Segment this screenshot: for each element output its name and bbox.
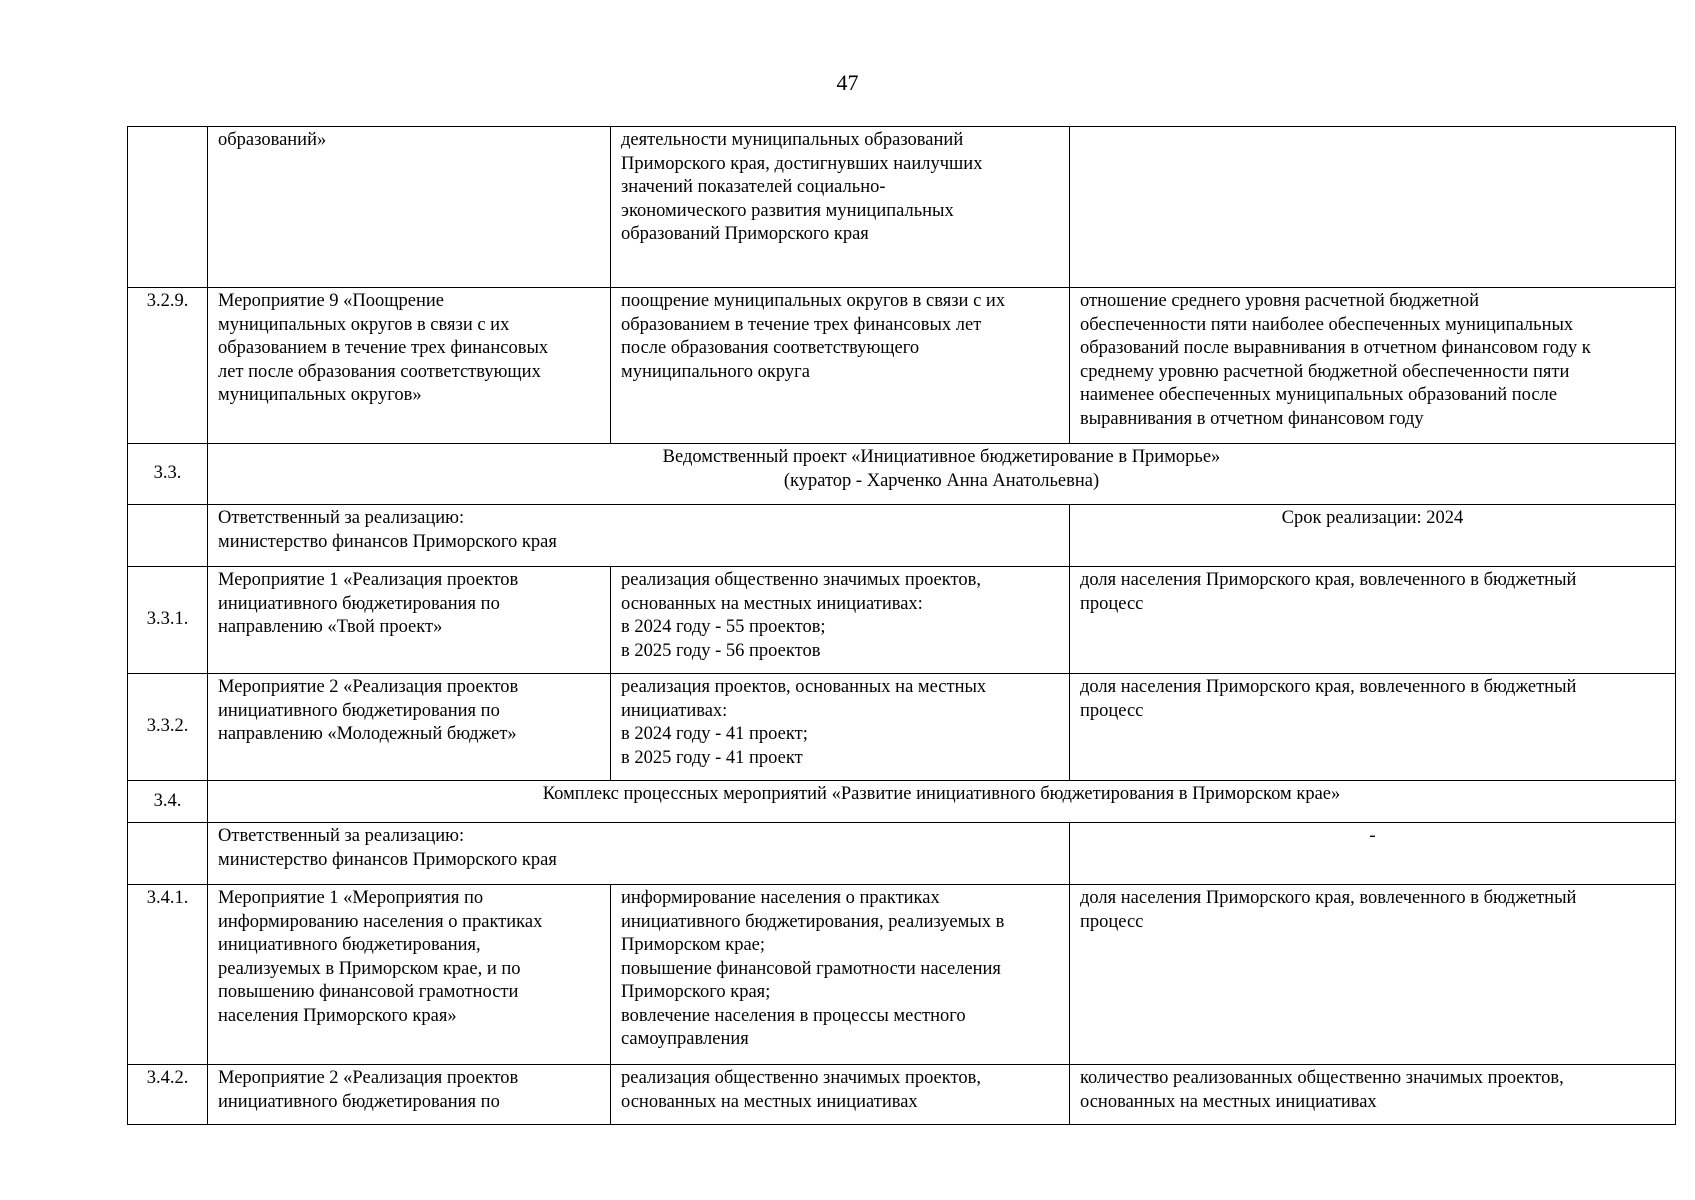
event-cell: образований» bbox=[208, 127, 611, 288]
responsible-cell: Ответственный за реализацию: министерство финансов Приморского края bbox=[208, 505, 1070, 567]
result-cell: реализация проектов, основанных на местных инициативах: в 2024 году - 41 проект; в 2025 году - 41 проект bbox=[611, 674, 1070, 781]
indicator-cell: доля населения Приморского края, вовлеченного в бюджетный процесс bbox=[1070, 567, 1676, 674]
row-number: 3.4.2. bbox=[128, 1065, 208, 1125]
responsible-row bbox=[128, 823, 1676, 885]
term-cell: - bbox=[1070, 823, 1676, 885]
row-number: 3.4.1. bbox=[128, 885, 208, 1065]
table-row bbox=[128, 1065, 1676, 1125]
event-cell: Мероприятие 1 «Мероприятия по информированию населения о практиках инициативного бюджетирования, реализуемых в Приморском крае, и по повышению финансовой грамотности населения Приморского края» bbox=[208, 885, 611, 1065]
page-number: 47 bbox=[836, 70, 859, 95]
responsible-cell: Ответственный за реализацию: министерство финансов Приморского края bbox=[208, 823, 1070, 885]
table-row bbox=[128, 288, 1676, 444]
row-number: 3.3.1. bbox=[128, 567, 208, 674]
indicator-cell bbox=[1070, 127, 1676, 288]
event-cell: Мероприятие 2 «Реализация проектов инициативного бюджетирования по направлению «Молодежный бюджет» bbox=[208, 674, 611, 781]
indicator-cell: количество реализованных общественно значимых проектов, основанных на местных инициативах bbox=[1070, 1065, 1676, 1125]
indicator-cell: доля населения Приморского края, вовлеченного в бюджетный процесс bbox=[1070, 674, 1676, 781]
section-heading-row bbox=[128, 781, 1676, 823]
row-number: 3.2.9. bbox=[128, 288, 208, 444]
term-cell: Срок реализации: 2024 bbox=[1070, 505, 1676, 567]
section-heading: Ведомственный проект «Инициативное бюджетирование в Приморье» (куратор - Харченко Анна Анатольевна) bbox=[208, 444, 1676, 505]
section-heading-row bbox=[128, 444, 1676, 505]
table-row bbox=[128, 567, 1676, 674]
table-row bbox=[128, 674, 1676, 781]
row-number bbox=[128, 127, 208, 288]
event-cell: Мероприятие 9 «Поощрение муниципальных округов в связи с их образованием в течение трех финансовых лет после образования соответствующих муниципальных округов» bbox=[208, 288, 611, 444]
table-row bbox=[128, 127, 1676, 288]
result-cell: реализация общественно значимых проектов, основанных на местных инициативах bbox=[611, 1065, 1070, 1125]
result-cell: информирование населения о практиках инициативного бюджетирования, реализуемых в Приморском крае; повышение финансовой грамотности населения Приморского края; вовлечение населения в процессы местного самоуправления bbox=[611, 885, 1070, 1065]
indicator-cell: отношение среднего уровня расчетной бюджетной обеспеченности пяти наиболее обеспеченных муниципальных образований после выравнивания в отчетном финансовом году к среднему уровню расчетной бюджетной обеспеченности пяти наименее обеспеченных муниципальных образований после выравнивания в отчетном финансовом году bbox=[1070, 288, 1676, 444]
empty-cell bbox=[128, 823, 208, 885]
row-number: 3.3. bbox=[128, 444, 208, 505]
section-heading: Комплекс процессных мероприятий «Развитие инициативного бюджетирования в Приморском крае» bbox=[208, 781, 1676, 823]
empty-cell bbox=[128, 505, 208, 567]
event-cell: Мероприятие 2 «Реализация проектов инициативного бюджетирования по bbox=[208, 1065, 611, 1125]
row-number: 3.4. bbox=[128, 781, 208, 823]
event-cell: Мероприятие 1 «Реализация проектов инициативного бюджетирования по направлению «Твой проект» bbox=[208, 567, 611, 674]
row-number: 3.3.2. bbox=[128, 674, 208, 781]
result-cell: поощрение муниципальных округов в связи с их образованием в течение трех финансовых лет после образования соответствующего муниципального округа bbox=[611, 288, 1070, 444]
result-cell: деятельности муниципальных образований Приморского края, достигнувших наилучших значений показателей социально- экономического развития муниципальных образований Приморского края bbox=[611, 127, 1070, 288]
activities-table bbox=[127, 126, 1676, 1125]
indicator-cell: доля населения Приморского края, вовлеченного в бюджетный процесс bbox=[1070, 885, 1676, 1065]
result-cell: реализация общественно значимых проектов, основанных на местных инициативах: в 2024 году - 55 проектов; в 2025 году - 56 проектов bbox=[611, 567, 1070, 674]
responsible-row bbox=[128, 505, 1676, 567]
table-row bbox=[128, 885, 1676, 1065]
